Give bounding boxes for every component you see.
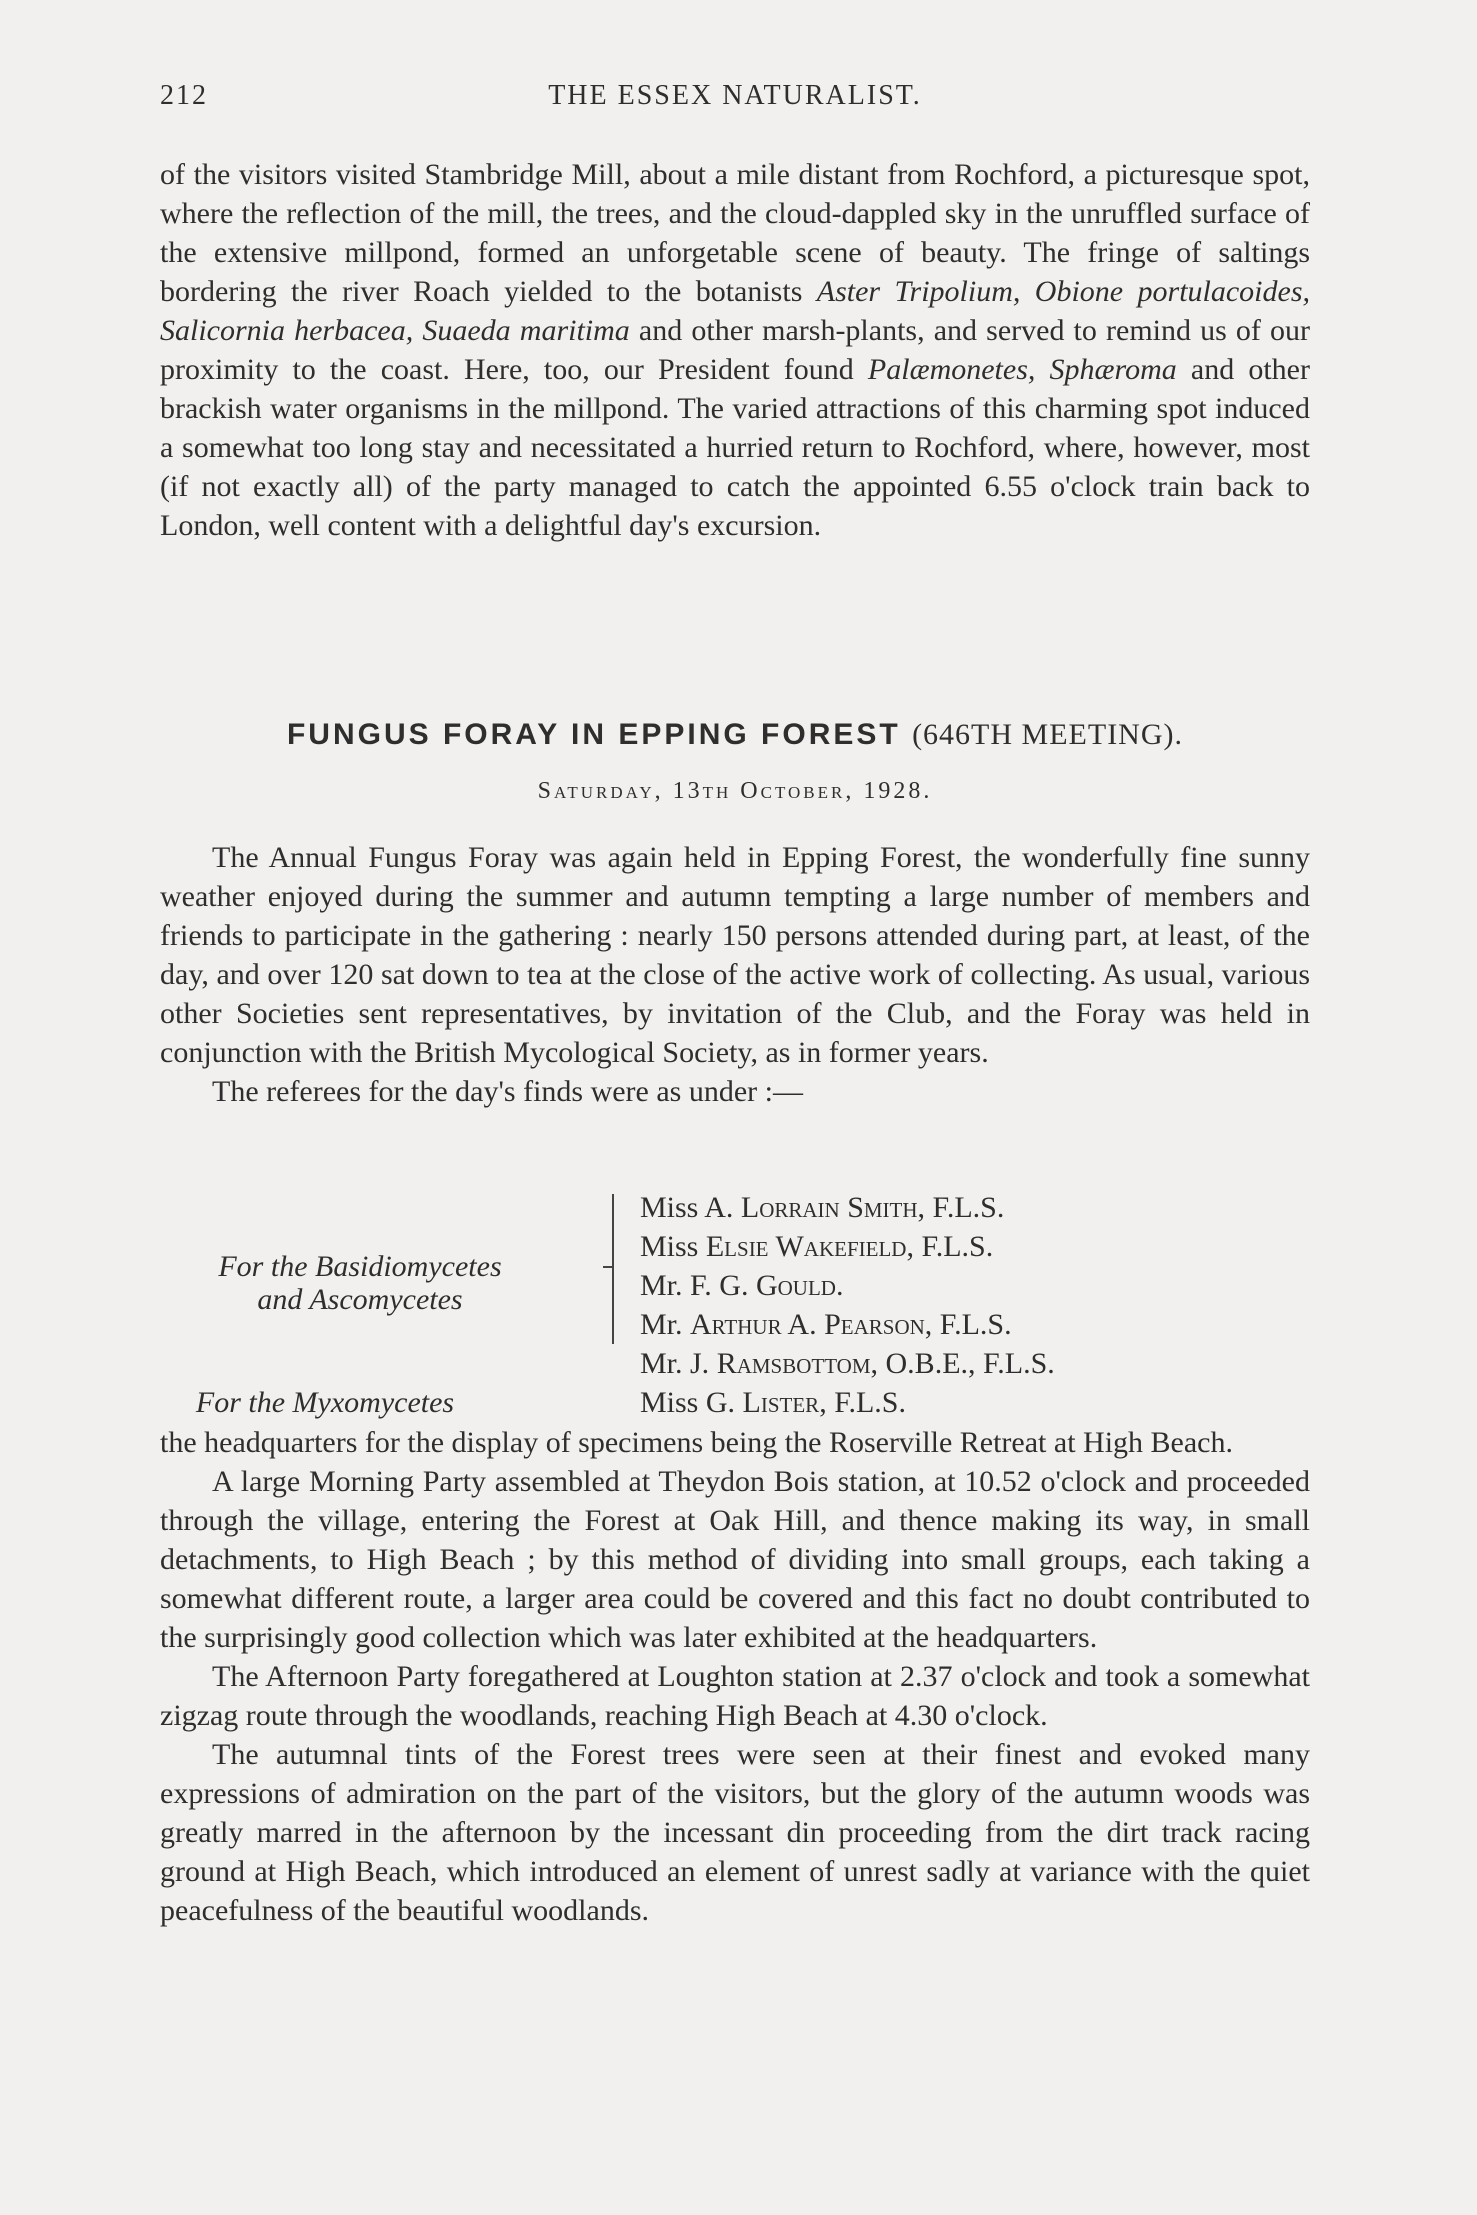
morning-party-paragraph: A large Morning Party assembled at Theydon Bois station, at 10.52 o'clock and proceeded through the village, entering the Forest at Oak Hill, and thence making its way, in small detachments, to High Beach ; by this method of dividing into small groups, each taking a somewhat different route, a larger area could be covered and this fact no doubt contributed to the surprisingly good collection which was later exhibited at the headquarters.	[160, 1465, 1310, 1654]
afternoon-party-paragraph: The Afternoon Party foregathered at Loughton station at 2.37 o'clock and took a somewhat zigzag route through the woodlands, reaching High Beach at 4.30 o'clock.	[160, 1660, 1310, 1732]
section-title: FUNGUS FORAY IN EPPING FOREST	[286, 718, 901, 751]
referee-entry: Mr. J. Ramsbottom, O.B.E., F.L.S.	[640, 1347, 1055, 1380]
meeting-number: (646TH MEETING).	[912, 718, 1184, 751]
intro-block	[160, 838, 1310, 1111]
referee-entry: Miss Elsie Wakefield, F.L.S.	[640, 1230, 994, 1263]
continued-paragraph: of the visitors visited Stambridge Mill, about a mile distant from Rochford, a picturesque spot, where the reflection of the mill, the trees, and the cloud-dappled sky in the unruffled surface of the extensive millpond, formed an unforgetable scene of beauty. The fringe of saltings bordering the river Roach yielded to the botanists Aster Tripolium, Obione portulacoides, Salicornia herbacea, Suaeda maritima and other marsh-plants, and served to remind us of our proximity to the coast. Here, too, our President found Palæmonetes, Sphæroma and other brackish water organisms in the millpond. The varied attractions of this charming spot induced a somewhat too long stay and necessitated a hurried return to Rochford, where, however, most (if not exactly all) of the party managed to catch the appointed 6.55 o'clock train back to London, well content with a delightful day's excursion.	[160, 158, 1311, 542]
brace-icon	[612, 1194, 624, 1344]
myxomycetes-label: For the Myxomycetes	[195, 1386, 455, 1419]
basidiomycetes-label: For the Basidiomycetes and Ascomycetes	[218, 1250, 502, 1316]
page-number: 212	[160, 80, 208, 111]
referees-intro: The referees for the day's finds were as under :—	[212, 1075, 803, 1108]
species-list-plants: Aster Tripolium, Obione portulacoides, Salicornia herbacea, Suaeda maritima	[160, 275, 1311, 347]
intro-paragraph: The Annual Fungus Foray was again held in Epping Forest, the wonderfully fine sunny weather enjoyed during the summer and autumn tempting a large number of members and friends to participate in the gathering : nearly 150 persons attended during part, at least, of the day, and over 120 sat down to tea at the close of the active work of collecting. As usual, various other Societies sent representatives, by invitation of the Club, and the Foray was held in conjunction with the British Mycological Society, as in former years.	[160, 841, 1310, 1069]
section-heading	[160, 718, 1310, 752]
brace-tip	[603, 1266, 613, 1268]
journal-title: THE ESSEX NATURALIST.	[548, 80, 922, 111]
referee-entry: Mr. F. G. Gould.	[640, 1269, 844, 1302]
referees-list	[160, 1188, 1310, 1418]
referee-entry: Miss A. Lorrain Smith, F.L.S.	[640, 1191, 1005, 1224]
meeting-date: Saturday, 13th October, 1928.	[537, 778, 933, 804]
continued-paragraph-block	[160, 155, 1310, 545]
body-block	[160, 1423, 1310, 1930]
species-list-crustaceans: Palæmonetes, Sphæroma	[867, 353, 1177, 386]
headquarters-paragraph: the headquarters for the display of specimens being the Roserville Retreat at High Beach.	[160, 1426, 1233, 1459]
autumn-paragraph: The autumnal tints of the Forest trees were seen at their finest and evoked many expressions of admiration on the part of the visitors, but the glory of the autumn woods was greatly marred in the afternoon by the incessant din proceeding from the dirt track racing ground at High Beach, which introduced an element of unrest sadly at variance with the quiet peacefulness of the beautiful woodlands.	[160, 1738, 1310, 1927]
referee-entry: Miss G. Lister, F.L.S.	[640, 1386, 906, 1419]
referee-entry: Mr. Arthur A. Pearson, F.L.S.	[640, 1308, 1012, 1341]
running-head	[160, 80, 1310, 124]
